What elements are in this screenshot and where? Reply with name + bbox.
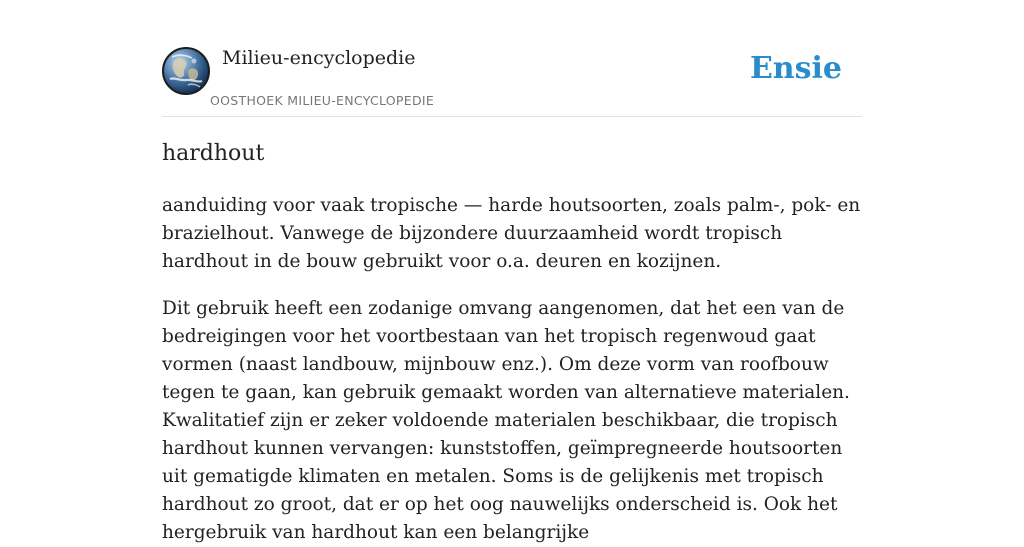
earth-globe-icon[interactable] [162,47,210,95]
article-paragraph: aanduiding voor vaak tropische — harde houtsoorten, zoals palm-, pok- en brazielhout. Vanwege de bijzondere duurzaamheid wordt tropisch hardhout in de bouw gebruikt voor o.a. deuren en kozijnen. [162,195,861,272]
article-paragraph: Dit gebruik heeft een zodanige omvang aangenomen, dat het een van de bedreigingen voor het voortbestaan van het tropisch regenwoud gaat vormen (naast landbouw, mijnbouw enz.). Om deze vorm van roofbouw tegen te gaan, kan gebruik gemaakt worden van alternatieve materialen. Kwalitatief zijn er zeker voldoende materialen beschikbaar, die tropisch hardhout kunnen vervangen: kunststoffen, geïmpregneerde houtsoorten uit gematigde klimaten en metalen. Soms is de gelijkenis met tropisch hardhout zo groot, dat er op het oog nauwelijks onderscheid is. Ook het hergebruik van hardhout kan een belangrijke [162,298,850,543]
article-content [162,136,864,547]
site-name[interactable]: Milieu-encyclopedie [222,47,416,69]
site-header [162,0,862,117]
article-title: hardhout [162,141,265,166]
site-subtitle: OOSTHOEK MILIEU-ENCYCLOPEDIE [210,93,435,108]
ensie-logo[interactable]: Ensie [749,51,842,86]
